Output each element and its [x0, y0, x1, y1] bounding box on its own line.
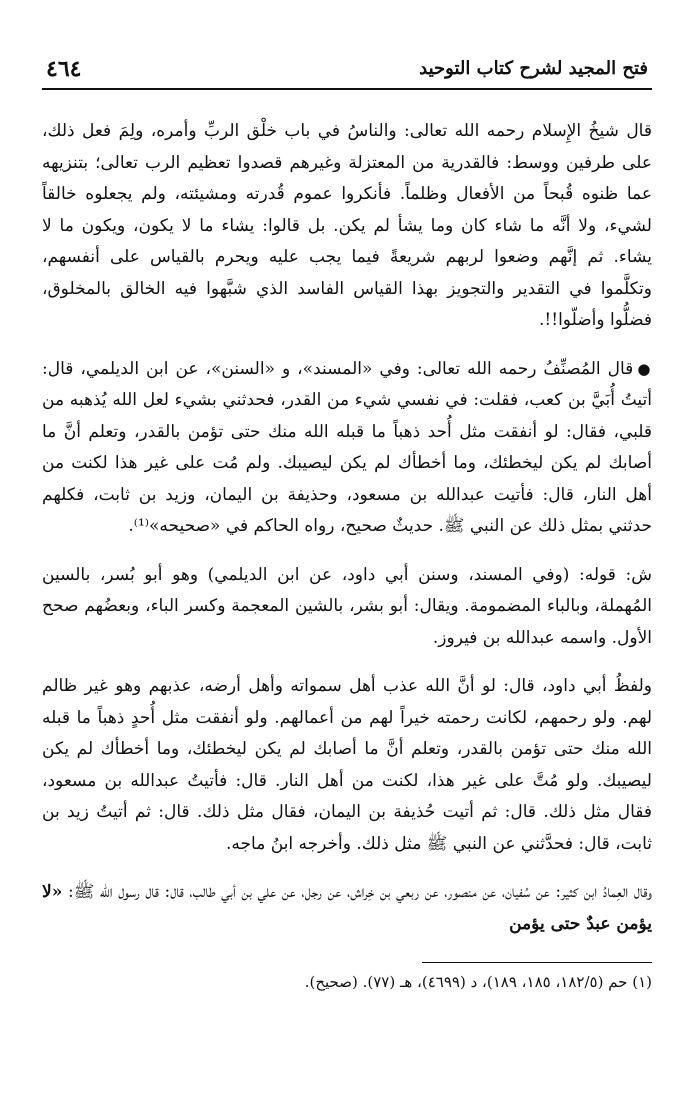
paragraph-abu-dawud	[42, 671, 652, 860]
book-title: فتح المجيد لشرح كتاب التوحيد	[419, 58, 648, 79]
running-header	[42, 54, 652, 88]
footnote: (١) حم (١٨٢/٥، ١٨٥، ١٨٩)، د (٤٦٩٩)، هـ (٧٧). (صحيح).	[304, 973, 652, 991]
footnote-rule	[422, 962, 652, 963]
paragraph-ibn-taymiyyah	[42, 116, 652, 337]
hadith-quote: «لا يؤمن عبدٌ حتى يؤمن	[42, 882, 652, 934]
header-rule	[42, 88, 652, 90]
paragraph-text: ش: قوله: (وفي المسند، وسنن أبي داود، عن ابن الديلمي) وهو أبو بُسر، بالسين المُهملة، وبالباء المضمومة. ويقال: أبو بشر، بالشين المعجمة وكسر الباء، وبعضُهم صحح الأول. واسمه عبدالله بن فيروز.	[42, 564, 652, 648]
bullet-dot-icon: ●	[637, 359, 652, 378]
paragraph-text: قال المُصنِّفُ رحمه الله تعالى: وفي «المسند»، و «السنن»، عن ابن الديلمي، قال: أتيتُ أُبَيَّ بن كعب، فقلت: في نفسي شيء من القدر، فحدثني بشيء لعل الله يُذهبه من قلبي، فقال: لو أنفقت مثل أُحد ذهباً ما قبله الله منك حتى تؤمن بالقدر، وتعلم أنَّ ما أصابك لم يكن ليخطئك، وما أخطأك لم يكن ليصيبك. ولم مُت على غير هذا لكنت من أهل النار، قال: فأتيت عبدالله بن مسعود، وحذيفة بن اليمان، وزيد بن ثابت، فكلهم حدثني بمثل ذلك عن النبي ﷺ. حديثٌ صحيح، رواه الحاكم في «صحيحه»⁽¹⁾.	[42, 358, 652, 536]
page-number: ٤٦٤	[46, 56, 82, 82]
paragraph-commentary	[42, 560, 652, 655]
paragraph-text: قال شيخُ الإِسلام رحمه الله تعالى: والناسُ في باب خلْق الربِّ وأمره، ولِمَ فعل ذلك، على طرفين ووسط: فالقدرية من المعتزلة وغيرهم قصدوا تعظيم الرب تعالى؛ بتنزيهه عما ظنوه قُبحاً من الأفعال وظلماً. فأنكروا عموم قُدرته ومشيئته، ولم يجعلوه خالقاً لشيء، ولا أنَّه ما شاء كان وما يشأ لم يكن. بل قالوا: يشاء ما لا يكون، ويكون ما لا يشاء. ثم إنَّهم وضعوا لربهم شريعةً فيما يجب عليه ويحرم بالقياس على أنفسهم، وتكلَّموا في التقدير والتجويز بهذا القياس الفاسد الذي شبَّهوا فيه الخالق بالمخلوق، فضلُّوا وأضلّوا!!.	[42, 121, 652, 330]
paragraph-author-hadith	[42, 354, 652, 543]
paragraph-text: ولفظُ أبي داود، قال: لو أنَّ الله عذب أهل سمواته وأهل أرضه، عذبهم وهو غير ظالم لهم. ولو رحمهم، لكانت رحمته خيراً لهم من أعمالهم. ولو أنفقت مثل أُحدٍ ذهباً ما قبله الله منك حتى تؤمن بالقدر، وتعلم أنَّ ما أصابك لم يكن ليخطئك، وما أخطأك لم يكن ليصيبك. ولو مُتَّ على غير هذا، لكنت من أهل النار. قال: فأتيتُ عبدالله بن مسعود، فقال مثل ذلك. قال: ثم أتيت حُذيفة بن اليمان، فقال مثل ذلك. قال: ثم أتيتُ زيد بن ثابت، قال: فحدَّثني عن النبي ﷺ مثل ذلك. وأخرجه ابنُ ماجه.	[42, 676, 652, 854]
paragraph-ibn-kathir	[42, 877, 652, 940]
paragraph-text: وقال العِمادُ ابن كثير: عن سُفيان، عن منصور، عن ربعي بن خِراش، عن رجل، عن علي بن أبي طالب، قال: قال رسول الله ﷺ:	[67, 882, 652, 902]
